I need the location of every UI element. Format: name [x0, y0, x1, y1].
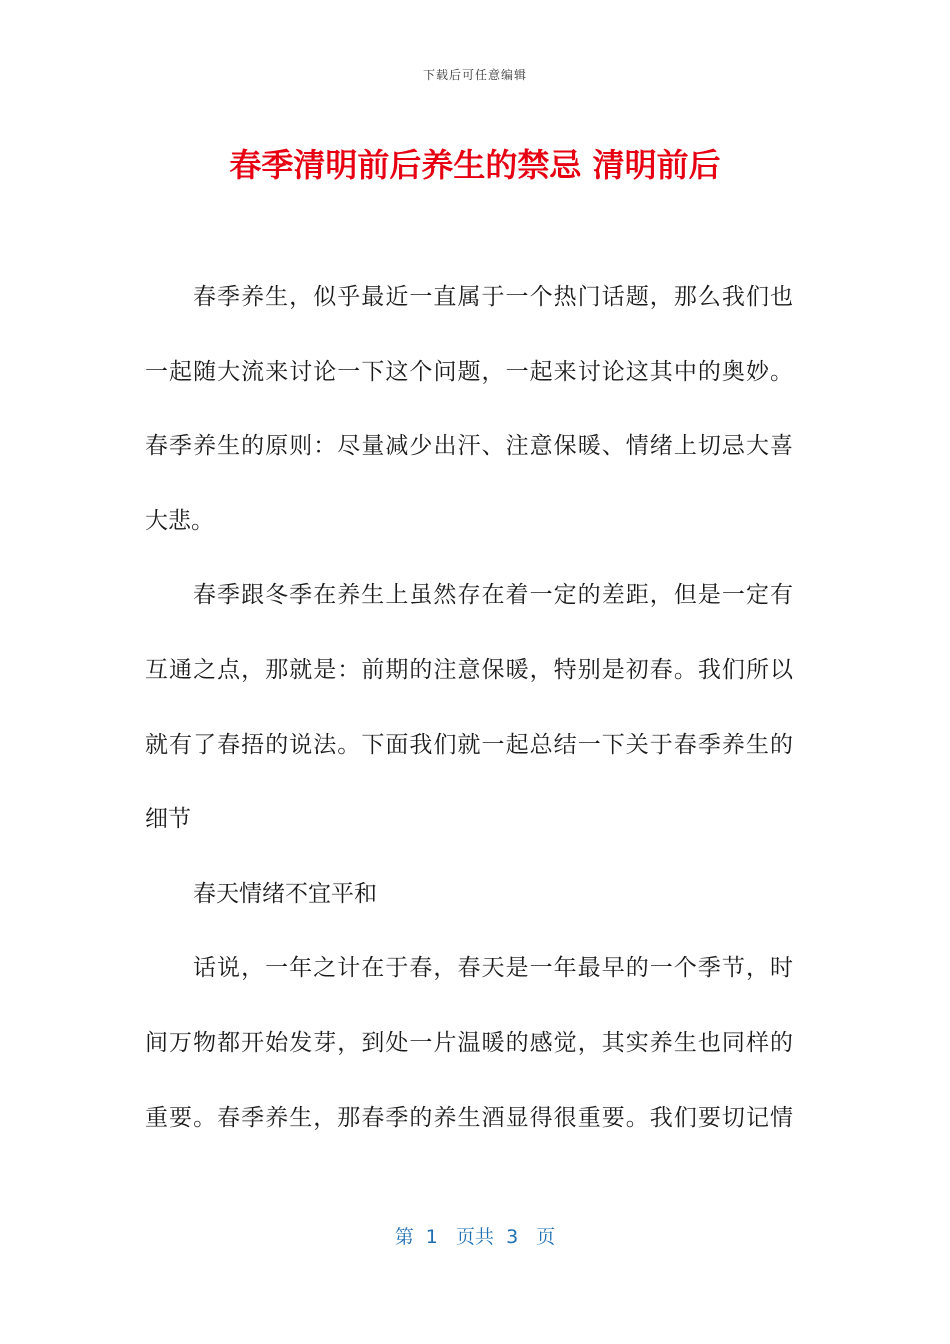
body-line: 话说，一年之计在于春，春天是一年最早的一个季节，时 — [193, 955, 793, 982]
header-note: 下载后可任意编辑 — [422, 68, 527, 82]
body-line: 大悲。 — [145, 507, 214, 534]
document-title: 春季清明前后养生的禁忌 清明前后 — [229, 146, 721, 184]
body-line: 春季跟冬季在养生上虽然存在着一定的差距，但是一定有 — [193, 582, 793, 609]
body-line: 细节 — [145, 806, 191, 833]
section-heading: 春天情绪不宜平和 — [193, 880, 377, 907]
body-line: 春季养生，似乎最近一直属于一个热门话题，那么我们也 — [193, 284, 793, 310]
body-line: 就有了春捂的说法。下面我们就一起总结一下关于春季养生的 — [145, 731, 793, 758]
body-line: 一起随大流来讨论一下这个问题，一起来讨论这其中的奥妙。 — [145, 358, 793, 385]
document-body — [145, 260, 793, 1155]
body-line: 间万物都开始发芽，到处一片温暖的感觉，其实养生也同样的 — [145, 1029, 793, 1056]
body-line: 重要。春季养生，那春季的养生酒显得很重要。我们要切记情 — [145, 1104, 793, 1131]
body-line: 春季养生的原则：尽量减少出汗、注意保暖、情绪上切忌大喜 — [145, 433, 793, 460]
page-number-footer: 第 1 页共 3 页 — [394, 1226, 556, 1248]
body-line: 互通之点，那就是：前期的注意保暖，特别是初春。我们所以 — [145, 656, 793, 683]
